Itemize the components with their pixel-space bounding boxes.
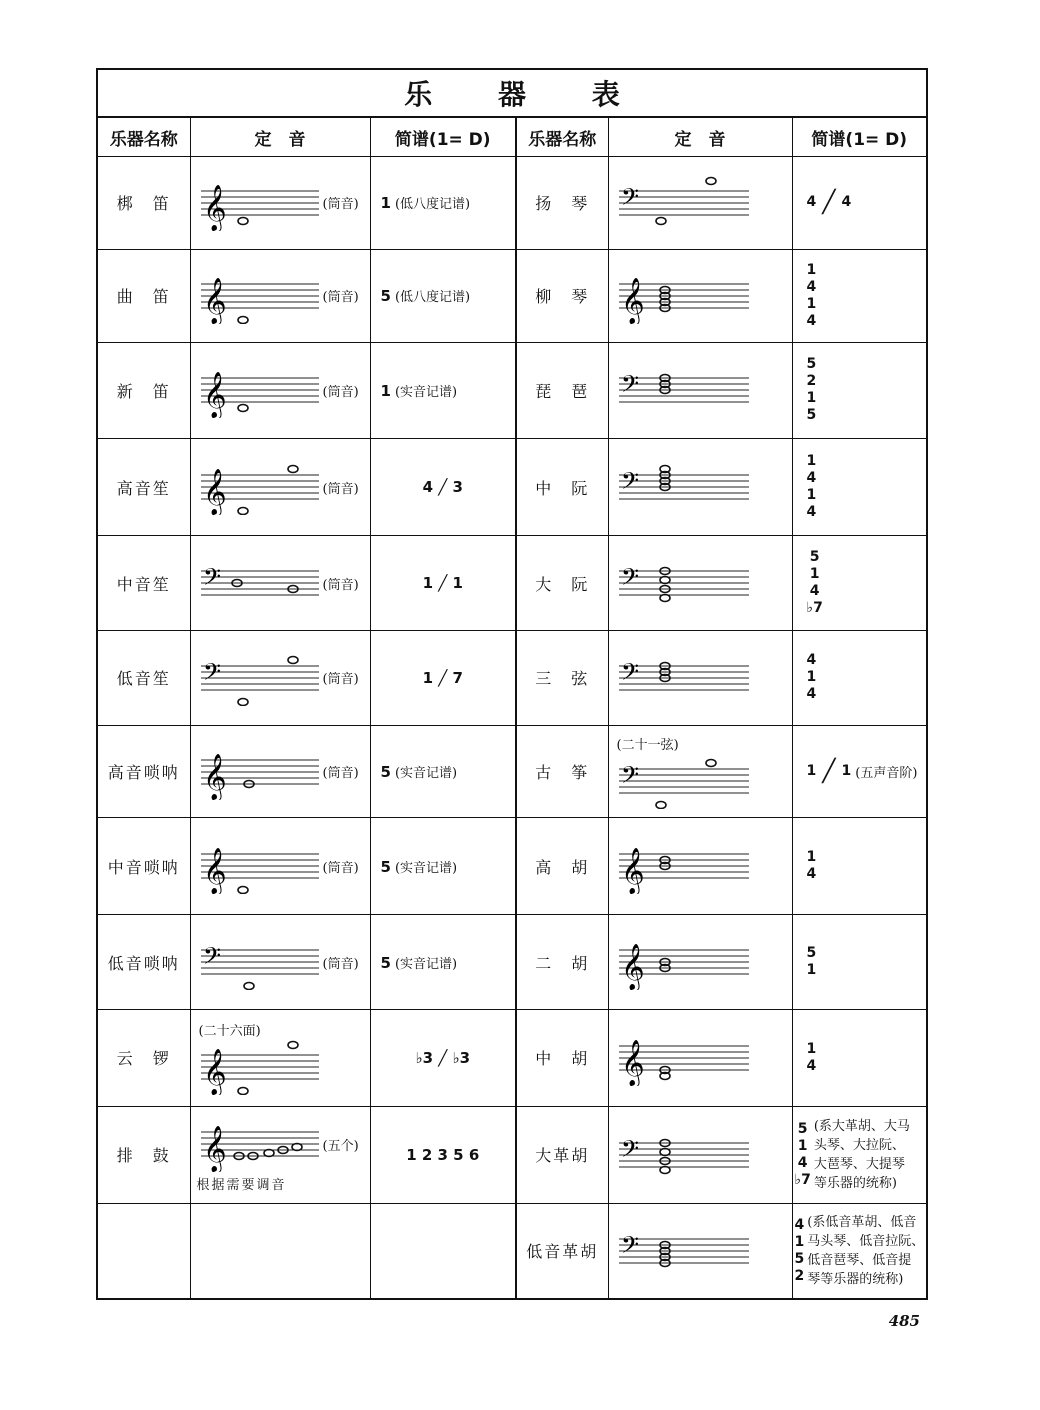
jianpu-digit: 1 — [806, 390, 817, 407]
whole-note-icon — [244, 983, 254, 990]
jianpu-note-line: (系大革胡、大马 — [813, 1118, 910, 1134]
pitch-cell — [608, 1010, 792, 1107]
pitch-cell — [608, 439, 792, 536]
instrument-name: 三 弦 — [516, 630, 608, 725]
staff-notation — [615, 175, 751, 231]
header-pitch-right: 定 音 — [608, 118, 792, 157]
instrument-name: 排 鼓 — [98, 1106, 190, 1203]
whole-note-icon — [238, 316, 248, 323]
pitch-note: (筒音) — [322, 197, 359, 213]
jianpu-note: (低八度记谱) — [394, 197, 471, 213]
whole-note-icon — [706, 760, 716, 767]
staff-notation — [615, 934, 751, 990]
pitch-cell — [608, 915, 792, 1010]
pitch-note: (筒音) — [322, 290, 359, 306]
jianpu-note: (五声音阶) — [855, 766, 918, 782]
pitch-cell — [608, 157, 792, 250]
instrument-name: 高音唢呐 — [98, 725, 190, 818]
staff-notation — [197, 1116, 321, 1172]
whole-note-icon — [706, 177, 716, 184]
jianpu-cell — [792, 536, 926, 631]
jianpu-stack — [807, 1041, 817, 1075]
jianpu-note: (实音记谱) — [394, 384, 458, 400]
instrument-name: 梆 笛 — [98, 157, 190, 250]
jianpu-cell — [370, 1106, 516, 1203]
jianpu-cell — [792, 1010, 926, 1107]
jianpu-digit: 4 — [806, 1057, 817, 1074]
jianpu-digit: 1 — [806, 1040, 817, 1057]
pitch-cell — [608, 536, 792, 631]
pitch-cell — [190, 630, 370, 725]
pitch-cell — [608, 249, 792, 342]
treble-clef-icon: 𝄞 — [202, 848, 227, 895]
jianpu-stack — [795, 1121, 811, 1189]
pitch-note: (筒音) — [322, 766, 359, 782]
pitch-note: (筒音) — [322, 956, 359, 972]
jianpu-digit: 4 — [806, 866, 817, 883]
jianpu-digit: 4 — [806, 652, 817, 669]
jianpu-digit: 1 — [794, 1233, 805, 1250]
staff-notation — [197, 268, 321, 324]
jianpu-cell — [370, 1010, 516, 1107]
staff-notation — [197, 555, 321, 611]
whole-note-icon — [238, 508, 248, 515]
pitch-note: (筒音) — [322, 860, 359, 876]
jianpu-note-line: 大琶琴、大提琴 — [813, 1156, 905, 1172]
instrument-name: 曲 笛 — [98, 249, 190, 342]
table-row — [98, 536, 926, 631]
whole-note-icon — [660, 1148, 670, 1155]
instrument-table — [98, 118, 926, 1298]
table-row — [98, 157, 926, 250]
header-row — [98, 118, 926, 157]
jianpu-value: ♭3 ╱ ♭3 — [415, 1048, 470, 1067]
table-row — [98, 249, 926, 342]
whole-note-icon — [238, 698, 248, 705]
staff-notation — [197, 934, 321, 990]
treble-clef-icon: 𝄞 — [202, 753, 227, 800]
jianpu-stack — [807, 652, 817, 703]
jianpu-stack — [807, 194, 817, 211]
whole-note-icon — [238, 887, 248, 894]
bass-clef-icon: 𝄢 — [620, 563, 639, 597]
page-number: 485 — [888, 1312, 920, 1330]
jianpu-value: 4 ╱ 3 — [422, 478, 463, 497]
jianpu-value: 1 — [380, 194, 391, 213]
jianpu-digit: 1 — [806, 849, 817, 866]
jianpu-digit: 5 — [806, 945, 817, 962]
bass-clef-icon: 𝄢 — [620, 467, 639, 501]
instrument-name: 云 锣 — [98, 1010, 190, 1107]
jianpu-note-line: 等乐器的统称) — [813, 1175, 897, 1191]
jianpu-digit: 4 — [806, 194, 817, 211]
jianpu-cell — [792, 630, 926, 725]
jianpu-stack — [807, 356, 817, 424]
jianpu-note: (实音记谱) — [394, 766, 458, 782]
staff-notation — [197, 1039, 321, 1095]
jianpu-cell — [370, 249, 516, 342]
jianpu-cell — [792, 439, 926, 536]
jianpu-digit: 2 — [806, 373, 817, 390]
jianpu-stack — [842, 194, 852, 211]
jianpu-digit: 1 — [806, 453, 817, 470]
jianpu-digit: 5 — [809, 549, 820, 566]
jianpu-stack — [842, 763, 852, 780]
staff-notation — [197, 838, 321, 894]
pitch-cell — [190, 1203, 370, 1298]
pitch-note: (筒音) — [322, 672, 359, 688]
pitch-cell — [190, 536, 370, 631]
instrument-name: 柳 琴 — [516, 249, 608, 342]
jianpu-value: 1 2 3 5 6 — [406, 1145, 480, 1164]
jianpu-digit: 1 — [809, 566, 820, 583]
jianpu-digit: 4 — [794, 1216, 805, 1233]
slash-separator: ╱ — [822, 759, 836, 785]
jianpu-value: 5 — [380, 857, 391, 876]
treble-clef-icon: 𝄞 — [620, 1039, 645, 1086]
header-jianpu-left: 简谱(1= D) — [370, 118, 516, 157]
header-name-left: 乐器名称 — [98, 118, 190, 157]
jianpu-note-line: 低音琶琴、低音提 — [807, 1252, 912, 1268]
whole-note-icon — [238, 405, 248, 412]
bass-clef-icon: 𝄢 — [620, 1134, 639, 1168]
bass-clef-icon: 𝄢 — [620, 182, 639, 216]
staff-notation — [615, 1030, 751, 1086]
pitch-note: (五个) — [322, 1138, 359, 1154]
pitch-cell — [608, 725, 792, 818]
jianpu-cell — [370, 342, 516, 439]
jianpu-digit: 4 — [806, 312, 817, 329]
whole-note-icon — [238, 217, 248, 224]
pitch-cell — [608, 1203, 792, 1298]
jianpu-cell — [370, 1203, 516, 1298]
whole-note-icon — [660, 577, 670, 584]
jianpu-cell — [370, 630, 516, 725]
header-pitch-left: 定 音 — [190, 118, 370, 157]
jianpu-note: (实音记谱) — [394, 956, 458, 972]
instrument-name: 大革胡 — [516, 1106, 608, 1203]
jianpu-stack — [807, 549, 823, 617]
pitch-cell — [190, 1106, 370, 1203]
instrument-name: 古 筝 — [516, 725, 608, 818]
pitch-cell — [190, 157, 370, 250]
staff-notation — [615, 362, 751, 418]
title-row — [98, 70, 926, 118]
staff-notation — [197, 175, 321, 231]
whole-note-icon — [292, 1144, 302, 1151]
pitch-cell — [608, 818, 792, 915]
jianpu-value: 5 — [380, 287, 391, 306]
staff-notation — [197, 650, 321, 706]
table-row — [98, 342, 926, 439]
instrument-name: 低音唢呐 — [98, 915, 190, 1010]
table-row — [98, 630, 926, 725]
whole-note-icon — [238, 1088, 248, 1095]
jianpu-cell — [792, 818, 926, 915]
page-title: 乐 器 表 — [404, 78, 648, 111]
staff-notation — [615, 268, 751, 324]
pitch-note: (筒音) — [322, 481, 359, 497]
jianpu-cell — [370, 725, 516, 818]
header-name-right: 乐器名称 — [516, 118, 608, 157]
jianpu-digit: 5 — [794, 1250, 805, 1267]
jianpu-value: 5 — [380, 763, 391, 782]
table-row — [98, 725, 926, 818]
pitch-cell — [190, 818, 370, 915]
jianpu-stack — [795, 1217, 805, 1285]
whole-note-icon — [288, 466, 298, 473]
jianpu-cell — [370, 818, 516, 915]
whole-note-icon — [660, 1166, 670, 1173]
staff-notation — [197, 362, 321, 418]
jianpu-note: (实音记谱) — [394, 860, 458, 876]
jianpu-value: 5 — [380, 953, 391, 972]
pitch-cell — [608, 1106, 792, 1203]
pitch-cell — [190, 1010, 370, 1107]
treble-clef-icon: 𝄞 — [202, 1049, 227, 1096]
instrument-name: 低音笙 — [98, 630, 190, 725]
jianpu-cell — [370, 536, 516, 631]
jianpu-digit: 1 — [797, 1137, 808, 1154]
instrument-name: 中音笙 — [98, 536, 190, 631]
jianpu-cell — [370, 439, 516, 536]
jianpu-note-line: 头琴、大拉阮、 — [813, 1137, 905, 1153]
jianpu-stack — [807, 453, 817, 521]
whole-note-icon — [264, 1150, 274, 1157]
table-row — [98, 915, 926, 1010]
jianpu-digit: ♭7 — [794, 1171, 811, 1188]
jianpu-cell — [792, 1203, 926, 1298]
table-row — [98, 439, 926, 536]
jianpu-cell — [792, 725, 926, 818]
bass-clef-icon: 𝄢 — [202, 657, 221, 691]
staff-notation — [615, 555, 751, 611]
pitch-top-note: (二十六面) — [198, 1024, 261, 1040]
instrument-name: 扬 琴 — [516, 157, 608, 250]
jianpu-note-line: 马头琴、低音拉阮、 — [807, 1233, 925, 1249]
jianpu-digit: 5 — [806, 356, 817, 373]
jianpu-cell — [792, 1106, 926, 1203]
pitch-sub-note: 根据需要调音 — [196, 1178, 287, 1194]
table-row — [98, 1106, 926, 1203]
jianpu-cell — [370, 157, 516, 250]
pitch-cell — [190, 439, 370, 536]
pitch-note: (筒音) — [322, 577, 359, 593]
staff-notation — [197, 459, 321, 515]
jianpu-digit: 1 — [806, 669, 817, 686]
jianpu-digit: 4 — [797, 1154, 808, 1171]
jianpu-digit: 4 — [806, 278, 817, 295]
pitch-cell — [190, 915, 370, 1010]
jianpu-cell — [792, 157, 926, 250]
treble-clef-icon: 𝄞 — [202, 372, 227, 419]
jianpu-cell — [792, 915, 926, 1010]
bass-clef-icon: 𝄢 — [620, 761, 639, 795]
jianpu-note: (低八度记谱) — [394, 290, 471, 306]
table-row — [98, 1203, 926, 1298]
jianpu-digit: 4 — [809, 583, 820, 600]
jianpu-stack — [807, 945, 817, 979]
jianpu-digit: 1 — [806, 261, 817, 278]
instrument-name: 二 胡 — [516, 915, 608, 1010]
jianpu-digit: 4 — [806, 470, 817, 487]
staff-notation — [615, 1223, 751, 1279]
jianpu-value: 1 ╱ 1 — [422, 574, 463, 593]
jianpu-digit: 4 — [841, 194, 852, 211]
jianpu-value: 1 ╱ 7 — [422, 668, 463, 687]
header-jianpu-right: 简谱(1= D) — [792, 118, 926, 157]
staff-notation — [615, 459, 751, 515]
jianpu-stack — [807, 763, 817, 780]
staff-notation — [197, 744, 321, 800]
instrument-name: 新 笛 — [98, 342, 190, 439]
treble-clef-icon: 𝄞 — [620, 277, 645, 324]
pitch-cell — [190, 249, 370, 342]
instrument-name: 中 胡 — [516, 1010, 608, 1107]
bass-clef-icon: 𝄢 — [620, 370, 639, 404]
jianpu-digit: 1 — [806, 295, 817, 312]
jianpu-digit: 4 — [806, 504, 817, 521]
instrument-name: 高 胡 — [516, 818, 608, 915]
jianpu-value: 1 — [380, 381, 391, 400]
staff-notation — [615, 838, 751, 894]
staff-notation — [615, 650, 751, 706]
instrument-name: 琵 琶 — [516, 342, 608, 439]
pitch-cell — [608, 630, 792, 725]
jianpu-cell — [792, 342, 926, 439]
bass-clef-icon: 𝄢 — [620, 1230, 639, 1264]
staff-notation — [615, 1127, 751, 1183]
pitch-cell — [190, 342, 370, 439]
instrument-name: 大 阮 — [516, 536, 608, 631]
jianpu-digit: 5 — [806, 407, 817, 424]
whole-note-icon — [288, 1042, 298, 1049]
jianpu-digit: 2 — [794, 1267, 805, 1284]
jianpu-digit: ♭7 — [806, 600, 823, 617]
pitch-note: (筒音) — [322, 384, 359, 400]
instrument-name: 中音唢呐 — [98, 818, 190, 915]
jianpu-note-lines — [814, 1117, 910, 1193]
staff-notation — [615, 753, 751, 809]
jianpu-note-line: (系低音革胡、低音 — [807, 1214, 917, 1230]
jianpu-digit: 4 — [806, 686, 817, 703]
whole-note-icon — [656, 217, 666, 224]
jianpu-note-line: 琴等乐器的统称) — [807, 1271, 904, 1287]
pitch-cell — [608, 342, 792, 439]
jianpu-stack — [807, 849, 817, 883]
bass-clef-icon: 𝄢 — [620, 657, 639, 691]
jianpu-cell — [370, 915, 516, 1010]
jianpu-digit: 5 — [797, 1120, 808, 1137]
treble-clef-icon: 𝄞 — [202, 469, 227, 516]
bass-clef-icon: 𝄢 — [202, 942, 221, 976]
bass-clef-icon: 𝄢 — [202, 563, 221, 597]
jianpu-cell — [792, 249, 926, 342]
table-row — [98, 1010, 926, 1107]
treble-clef-icon: 𝄞 — [202, 1126, 227, 1173]
pitch-cell — [190, 725, 370, 818]
treble-clef-icon: 𝄞 — [620, 944, 645, 991]
whole-note-icon — [660, 595, 670, 602]
treble-clef-icon: 𝄞 — [620, 848, 645, 895]
treble-clef-icon: 𝄞 — [202, 277, 227, 324]
instrument-name: 中 阮 — [516, 439, 608, 536]
instrument-name: 高音笙 — [98, 439, 190, 536]
jianpu-note-lines — [807, 1213, 924, 1289]
table-row — [98, 818, 926, 915]
whole-note-icon — [288, 656, 298, 663]
jianpu-digit: 1 — [841, 763, 852, 780]
instrument-table-sheet — [96, 68, 928, 1300]
jianpu-digit: 1 — [806, 487, 817, 504]
slash-separator: ╱ — [822, 190, 836, 216]
instrument-name — [98, 1203, 190, 1298]
pitch-top-note: (二十一弦) — [616, 738, 679, 754]
treble-clef-icon: 𝄞 — [202, 184, 227, 231]
jianpu-digit: 1 — [806, 763, 817, 780]
instrument-name: 低音革胡 — [516, 1203, 608, 1298]
whole-note-icon — [656, 802, 666, 809]
jianpu-digit: 1 — [806, 962, 817, 979]
jianpu-stack — [807, 262, 817, 330]
